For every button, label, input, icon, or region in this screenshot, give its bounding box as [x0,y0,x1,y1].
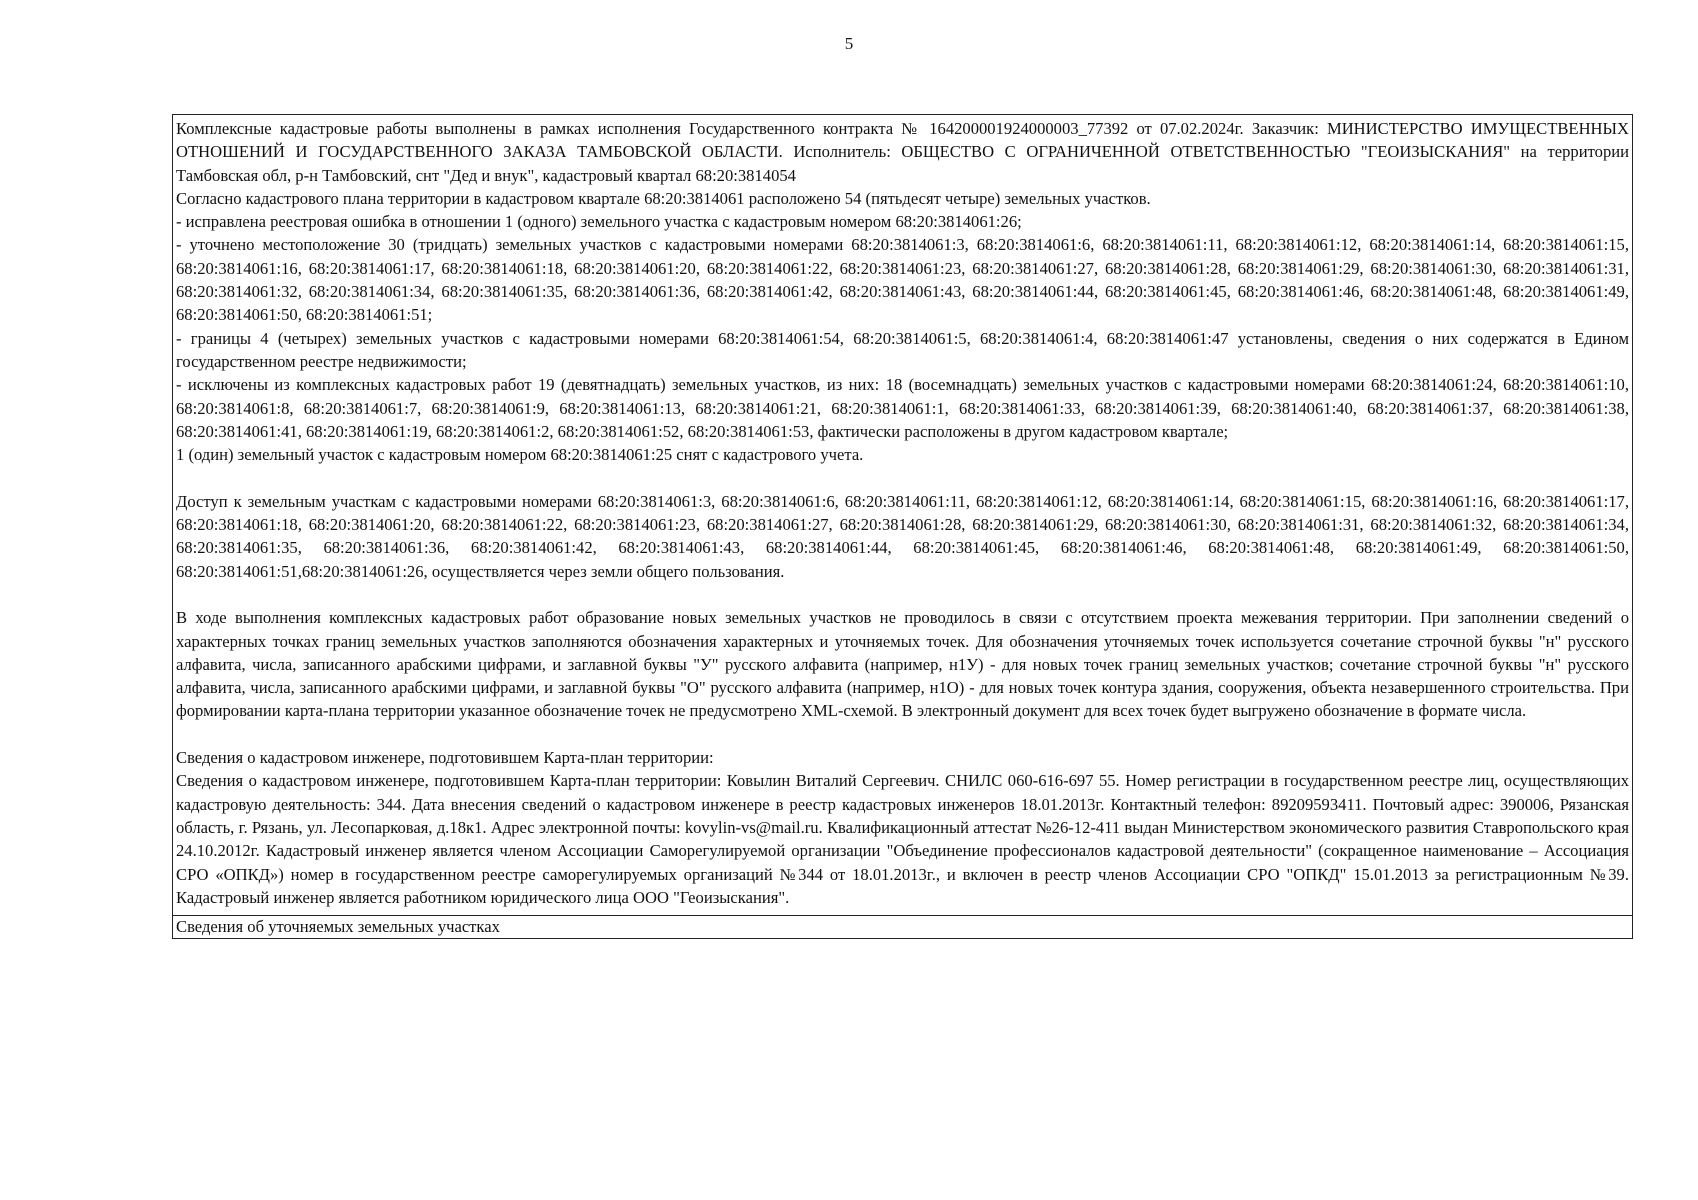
document-frame [172,114,1633,939]
summary-line-2: - исправлена реестровая ошибка в отношении 1 (одного) земельного участка с кадастровым номером 68:20:3814061:26; [176,212,1022,232]
document-body [173,115,1632,915]
summary-line-1: Согласно кадастрового плана территории в кадастровом квартале 68:20:3814061 расположено 54 (пятьдесят четыре) земельных участков. [176,188,1151,208]
summary-line-5: - исключены из комплексных кадастровых работ 19 (девятнадцать) земельных участков, из них: 18 (восемнадцать) земельных участков с кадастровыми номерами 68:20:3814061:24, 68:20:3814061:10, 68:20:3814061:8, 68:20:3814061:7, 68:20:3814061:9, 68:20:3814061:13, 68:20:3814061:21, 68:20:3814061:1, 68:20:3814061:33, 68:20:3814061:39, 68:20:3814061:40, 68:20:3814061:37, 68:20:3814061:38, 68:20:3814061:41, 68:20:3814061:19, 68:20:3814061:2, 68:20:3814061:52, 68:20:3814061:53, фактически расположены в другом кадастровом квартале; [176,375,1629,441]
page-number: 5 [844,34,854,53]
engineer-paragraph [176,746,1629,909]
summary-line-3: - уточнено местоположение 30 (тридцать) земельных участков с кадастровыми номерами 68:20:3814061:3, 68:20:3814061:6, 68:20:3814061:11, 68:20:3814061:12, 68:20:3814061:14, 68:20:3814061:15, 68:20:3814061:16, 68:20:3814061:17, 68:20:3814061:18, 68:20:3814061:20, 68:20:3814061:22, 68:20:3814061:23, 68:20:3814061:27, 68:20:3814061:28, 68:20:3814061:29, 68:20:3814061:30, 68:20:3814061:31, 68:20:3814061:32, 68:20:3814061:34, 68:20:3814061:35, 68:20:3814061:36, 68:20:3814061:42, 68:20:3814061:43, 68:20:3814061:44, 68:20:3814061:45, 68:20:3814061:46, 68:20:3814061:48, 68:20:3814061:49, 68:20:3814061:50, 68:20:3814061:51; [176,235,1629,325]
summary-line-6: 1 (один) земельный участок с кадастровым номером 68:20:3814061:25 снят с кадастрового учета. [176,445,864,465]
section-row-refined-parcels: Сведения об уточняемых земельных участках [173,915,1632,938]
intro-text: Комплексные кадастровые работы выполнены в рамках исполнения Государственного контракта № 164200001924000003_77392 от 07.02.2024г. Заказчик: МИНИСТЕРСТВО ИМУЩЕСТВЕННЫХ ОТНОШЕНИЙ И ГОСУДАРСТВЕННОГО ЗАКАЗА ТАМБОВСКОЙ ОБЛАСТИ. Исполнитель: ОБЩЕСТВО С ОГРАНИЧЕННОЙ ОТВЕТСТВЕННОСТЬЮ "ГЕОИЗЫСКАНИЯ" на территории Тамбовская обл, р-н Тамбовский, снт "Дед и внук", кадастровый квартал 68:20:3814054 [176,119,1629,185]
engineer-heading: Сведения о кадастровом инженере, подготовившем Карта-план территории: [176,748,714,768]
intro-paragraph [176,117,1629,466]
summary-line-4: - границы 4 (четырех) земельных участков с кадастровыми номерами 68:20:3814061:54, 68:20:3814061:5, 68:20:3814061:4, 68:20:3814061:47 установлены, сведения о них содержатся в Едином государственном реестре недвижимости; [176,328,1629,371]
engineer-details: Сведения о кадастровом инженере, подготовившем Карта-план территории: Ковылин Виталий Сергеевич. СНИЛС 060-616-697 55. Номер регистрации в государственном реестре лиц, осуществляющих кадастровую деятельность: 344. Дата внесения сведений о кадастровом инженере в реестр кадастровых инженеров 18.01.2013г. Контактный телефон: 89209593411. Почтовый адрес: 390006, Рязанская область, г. Рязань, ул. Лесопарковая, д.18к1. Адрес электронной почты: kovylin-vs@mail.ru. Квалификационный аттестат №26-12-411 выдан Министерством экономического развития Ставропольского края 24.10.2012г. Кадастровый инженер является членом Ассоциации Саморегулируемой организации "Объединение профессионалов кадастровой деятельности" (сокращенное наименование – Ассоциация СРО «ОПКД») номер в государственном реестре саморегулируемых организаций №344 от 18.01.2013г., и включен в реестр членов Ассоциации СРО "ОПКД" 15.01.2013 за регистрационным №39. Кадастровый инженер является работником юридического лица ООО "Геоизыскания". [176,771,1629,907]
access-paragraph: Доступ к земельным участкам с кадастровыми номерами 68:20:3814061:3, 68:20:3814061:6, 68:20:3814061:11, 68:20:3814061:12, 68:20:3814061:14, 68:20:3814061:15, 68:20:3814061:16, 68:20:3814061:17, 68:20:3814061:18, 68:20:3814061:20, 68:20:3814061:22, 68:20:3814061:23, 68:20:3814061:27, 68:20:3814061:28, 68:20:3814061:29, 68:20:3814061:30, 68:20:3814061:31, 68:20:3814061:32, 68:20:3814061:34, 68:20:3814061:35, 68:20:3814061:36, 68:20:3814061:42, 68:20:3814061:43, 68:20:3814061:44, 68:20:3814061:45, 68:20:3814061:46, 68:20:3814061:48, 68:20:3814061:49, 68:20:3814061:50, 68:20:3814061:51,68:20:3814061:26, осуществляется через земли общего пользования. [176,491,1629,581]
points-paragraph: В ходе выполнения комплексных кадастровых работ образование новых земельных участков не проводилось в связи с отсутствием проекта межевания территории. При заполнении сведений о характерных точках границ земельных участков заполняются обозначения характерных и уточняемых точек. Для обозначения уточняемых точек используется сочетание строчной буквы "н" русского алфавита, числа, записанного арабскими цифрами, и заглавной буквы "У" русского алфавита (например, н1У) - для новых точек границ земельных участков; сочетание строчной буквы "н" русского алфавита, числа, записанного арабскими цифрами, и заглавной буквы "О" русского алфавита (например, н1О) - для новых точек контура здания, сооружения, объекта незавершенного строительства. При формировании карта-плана территории указанное обозначение точек не предусмотрено XML-схемой. В электронный документ для всех точек будет выгружено обозначение в формате числа. [176,608,1629,721]
